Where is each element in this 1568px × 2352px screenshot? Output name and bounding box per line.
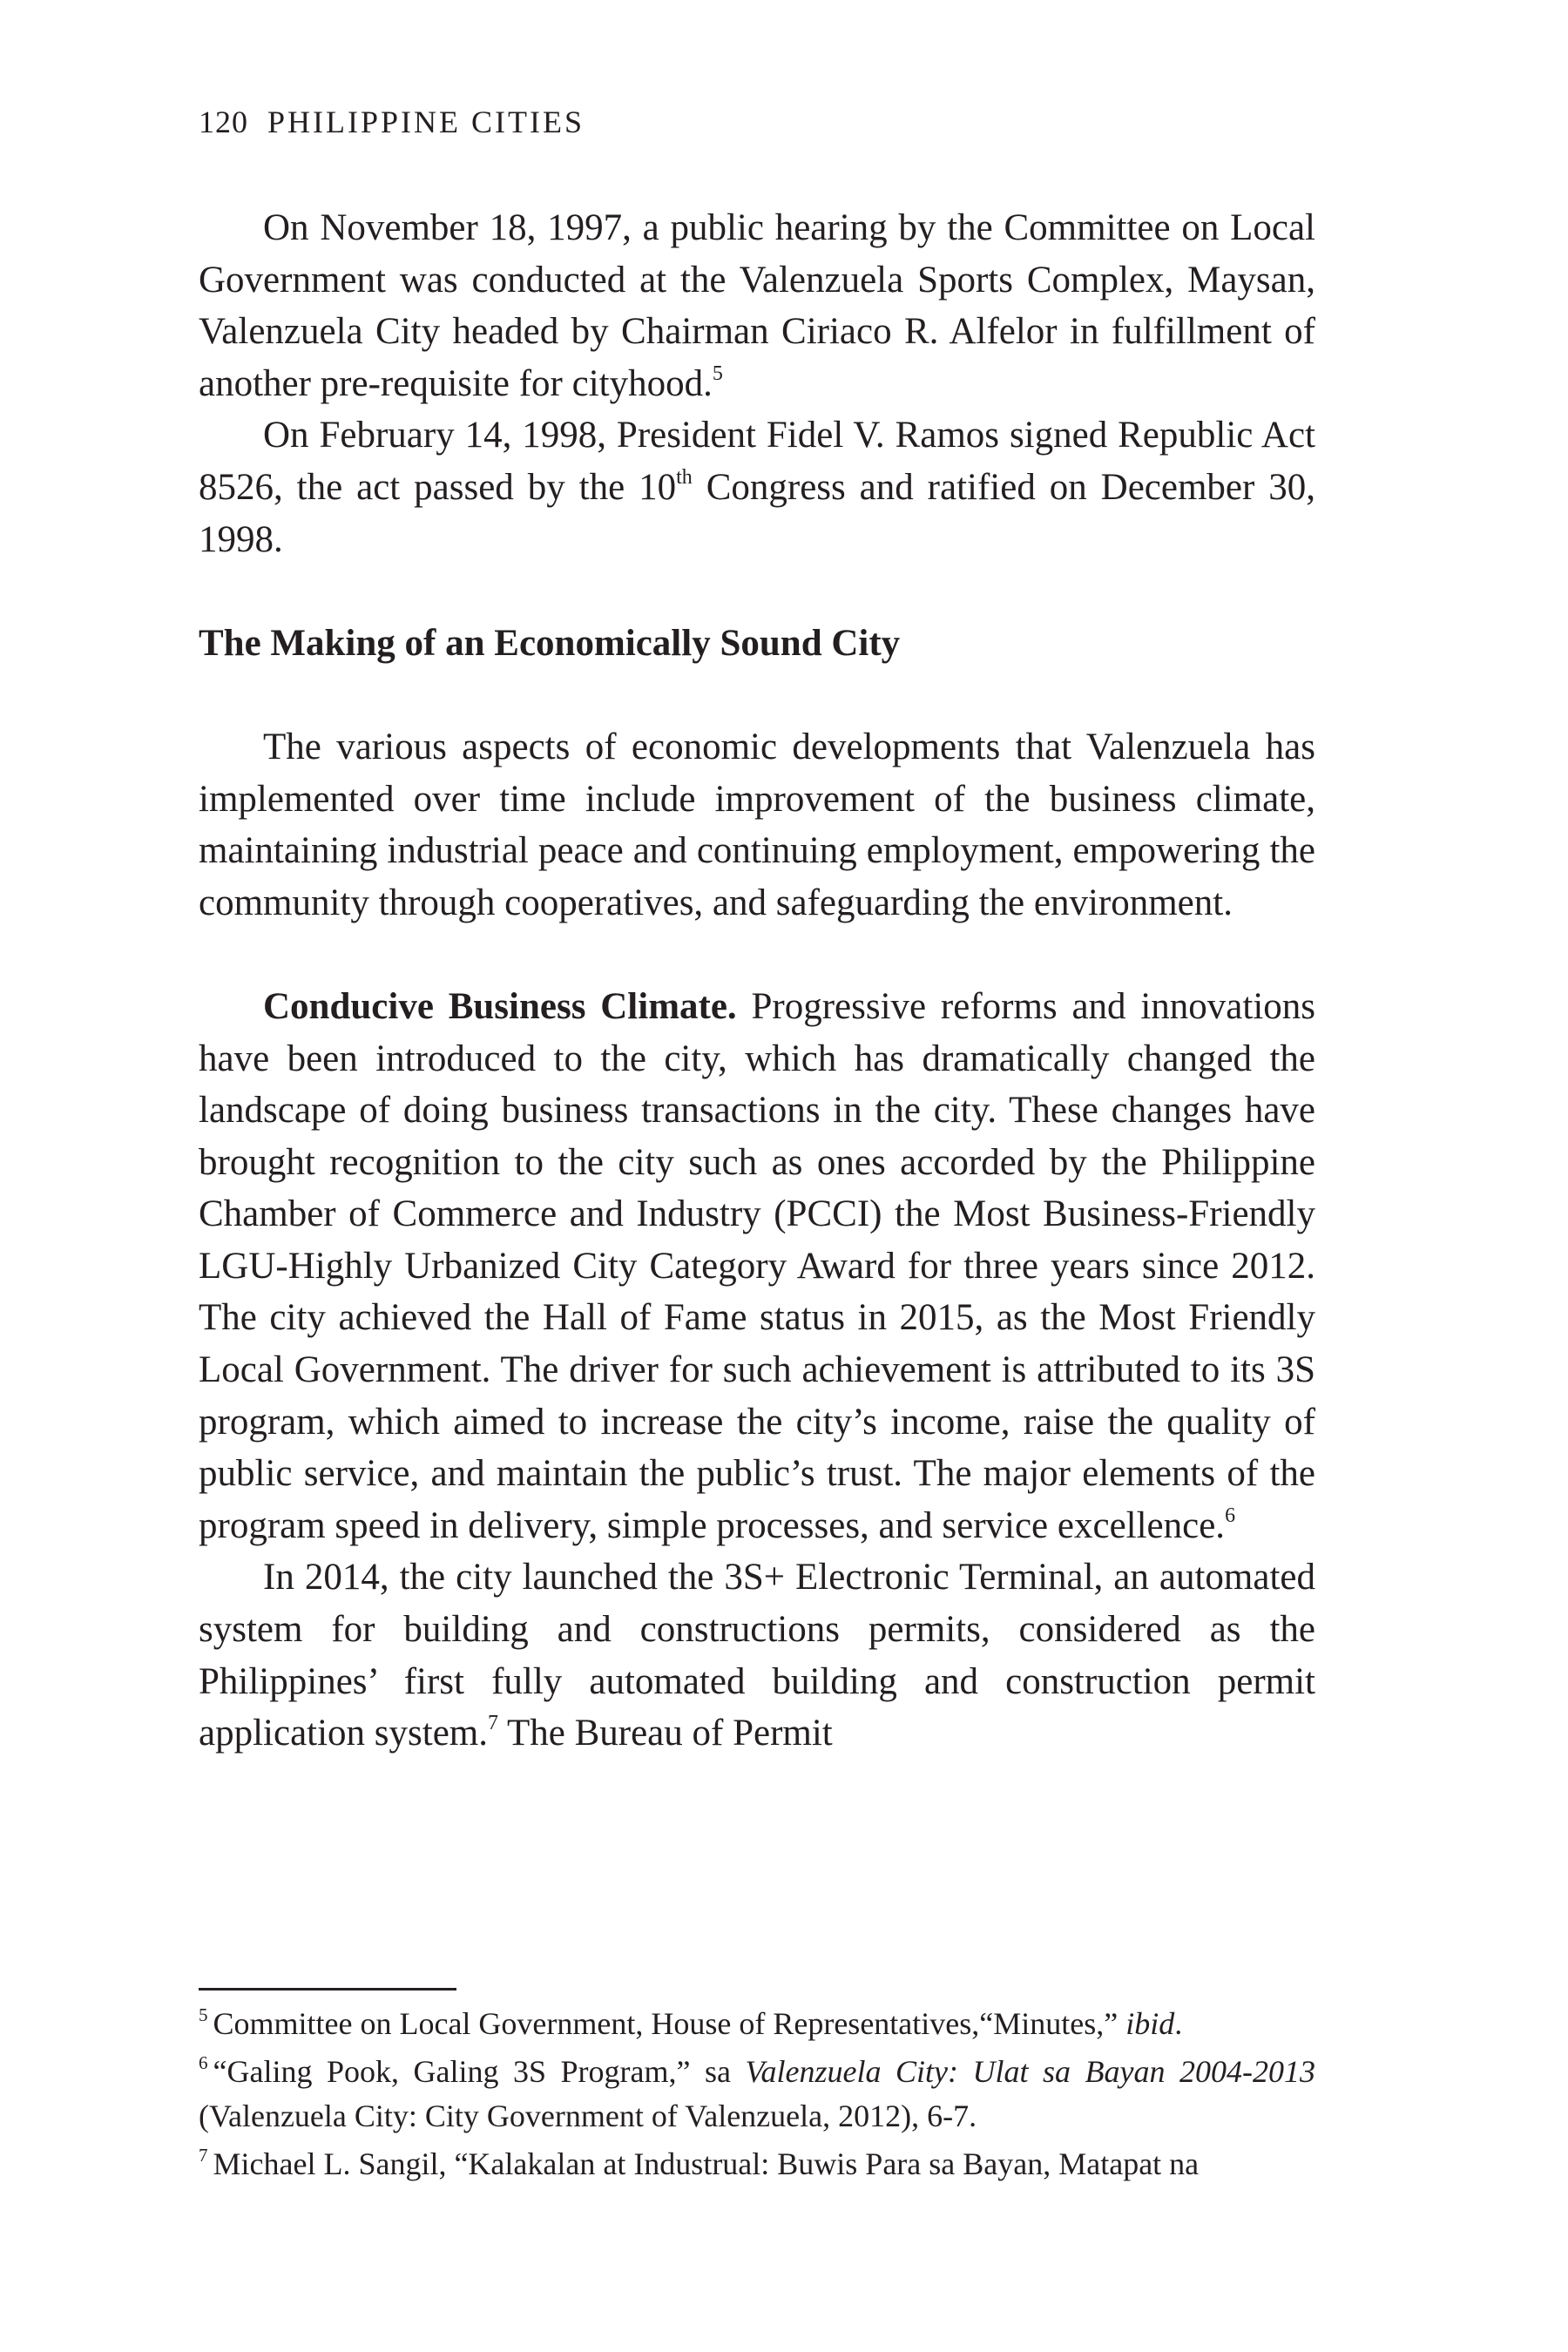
body-text — [199, 202, 1315, 1760]
paragraph-republic-act — [199, 409, 1315, 565]
paragraph-business-climate — [199, 981, 1315, 1552]
footnote-text: Michael L. Sangil, “Kalakalan at Industrual: Buwis Para sa Bayan, Matapat na — [213, 2146, 1200, 2181]
section-heading: The Making of an Economically Sound City — [199, 622, 901, 664]
footnote-ref-6[interactable]: 6 — [1225, 1504, 1236, 1527]
footnote-divider — [199, 1988, 456, 1990]
footnote-text: “Galing Pook, Galing 3S Program,” sa — [213, 2054, 746, 2089]
footnotes — [199, 2002, 1315, 2190]
footnote-6 — [199, 2050, 1315, 2139]
paragraph-cityhood-hearing — [199, 202, 1315, 409]
running-title: PHILIPPINE CITIES — [267, 105, 585, 139]
paragraph-electronic-terminal — [199, 1551, 1315, 1759]
spacer — [199, 669, 1315, 721]
footnote-text: (Valenzuela City: City Government of Valenzuela, 2012), 6-7. — [199, 2099, 977, 2133]
page-number: 120 — [199, 105, 248, 139]
footnote-text: Committee on Local Government, House of Representatives,“Minutes,” — [213, 2006, 1126, 2041]
footnote-italic: ibid — [1125, 2006, 1175, 2041]
footnote-number: 7 — [199, 2145, 208, 2166]
ordinal-superscript: th — [676, 465, 693, 489]
paragraph-economic-aspects — [199, 721, 1315, 929]
paragraph-text: The various aspects of economic developments that Valenzuela has implemented over time include improvement of the business climate, maintaining industrial peace and continuing employment, empowering the community through cooperatives, and safeguarding the environment. — [199, 726, 1315, 923]
paragraph-text: Congress and ratified on December 30, 1998. — [199, 466, 1316, 560]
paragraph-text: The Bureau of Permit — [498, 1713, 833, 1754]
paragraph-text: On February 14, 1998, President Fidel V. Ramos signed Republic Act 8526, the act passed by the 10 — [199, 415, 1315, 508]
footnote-number: 6 — [199, 2052, 208, 2073]
footnote-text: . — [1174, 2006, 1183, 2041]
paragraph-text: In 2014, the city launched the 3S+ Electronic Terminal, an automated system for building and constructions permits, considered as the Philippines’ first fully automated building and construction permit application system. — [199, 1557, 1315, 1754]
run-in-heading: Conducive Business Climate. — [263, 985, 737, 1027]
footnote-7 — [199, 2142, 1315, 2186]
footnote-ref-5[interactable]: 5 — [712, 362, 723, 385]
paragraph-text: Progressive reforms and innovations have been introduced to the city, which has dramatically changed the landscape of doing business transactions in the city. These changes have brought recognition to the city such as ones accorded by the Philippine Chamber of Commerce and Industry (PCCI) the Most Business-Friendly LGU-Highly Urbanized City Category Award for three years since 2012. The city achieved the Hall of Fame status in 2015, as the Most Friendly Local Government. The driver for such achievement is attributed to its 3S program, which aimed to increase the city’s income, raise the quality of public service, and maintain the public’s trust. The major elements of the program speed in delivery, simple processes, and service excellence. — [199, 985, 1315, 1546]
paragraph-text: On November 18, 1997, a public hearing by the Committee on Local Government was conducted at the Valenzuela Sports Complex, Maysan, Valenzuela City headed by Chairman Ciriaco R. Alfelor in fulfillment of another pre-requisite for cityhood. — [199, 207, 1315, 404]
running-header — [199, 106, 585, 138]
spacer — [199, 565, 1315, 618]
footnote-italic: Valenzuela City: Ulat sa Bayan 2004-2013 — [745, 2054, 1316, 2089]
spacer — [199, 929, 1315, 981]
footnote-number: 5 — [199, 2004, 208, 2025]
footnote-5 — [199, 2002, 1315, 2046]
footnote-ref-7[interactable]: 7 — [488, 1712, 498, 1735]
